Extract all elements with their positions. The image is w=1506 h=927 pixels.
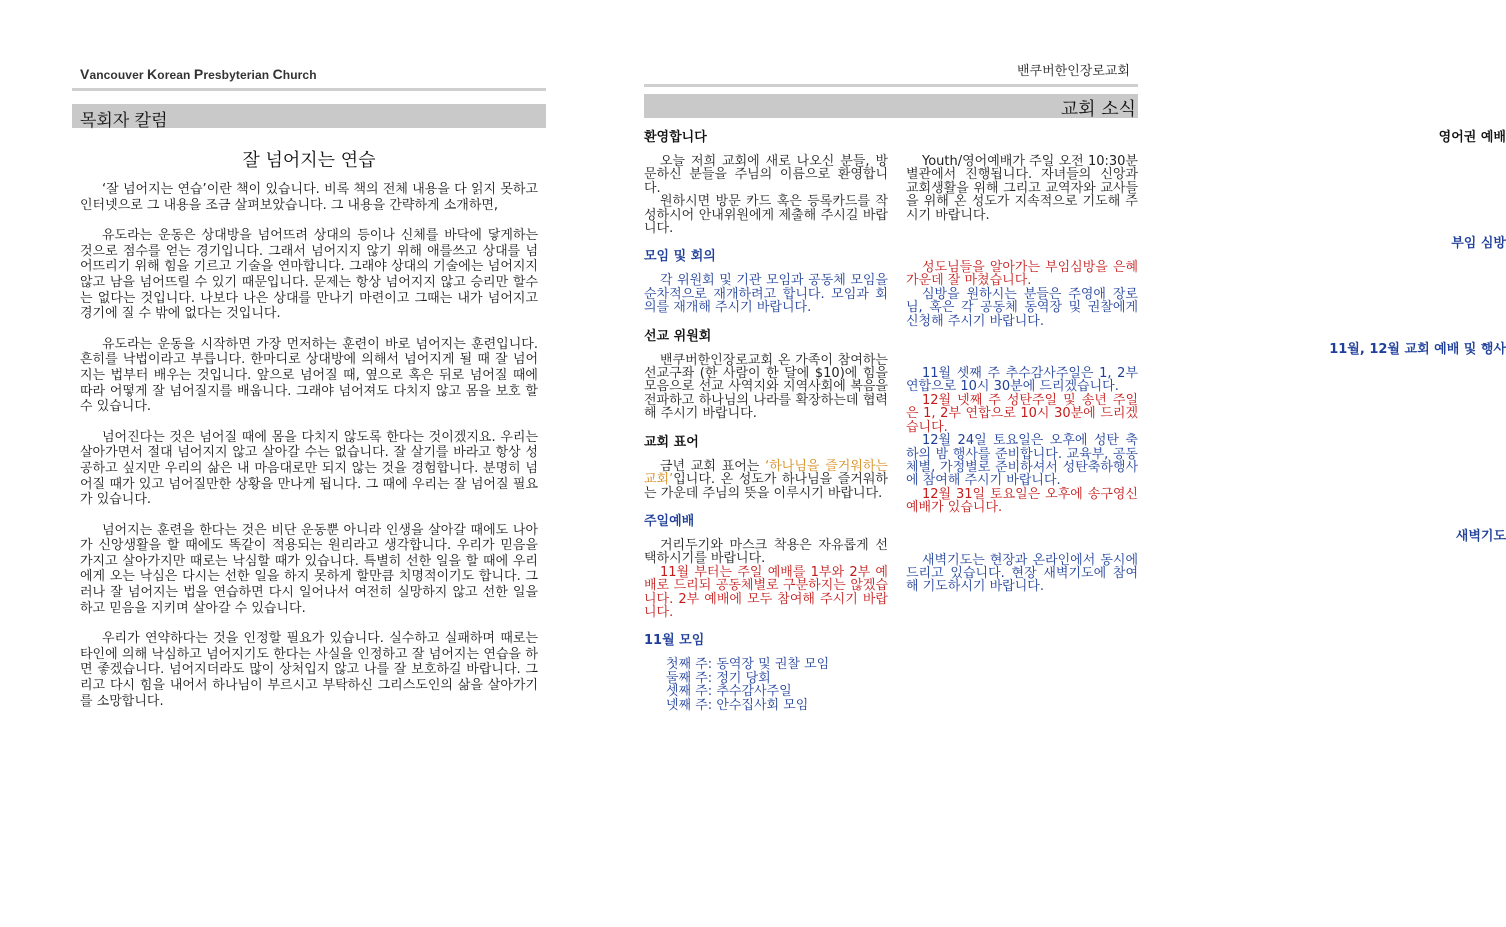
list-item: 셋째 주: 추수감사주일 [666,684,792,700]
article-title: 잘 넘어지는 연습 [242,150,376,171]
events-heading: 11월, 12월 교회 예배 및 행사 [1329,342,1506,358]
motto-text [644,460,888,500]
events-text: 11월 셋째 주 추수감사주일은 1, 2부 연합으로 10시 30분에 드리겠습니다. [906,366,1138,395]
church-name-korean: 밴쿠버한인장로교회 [1016,64,1130,79]
meetings-heading: 모임 및 회의 [644,249,716,265]
dawn-text: 새벽기도는 현장과 온라인에서 동시에 드리고 있습니다. 현장 새벽기도에 참여해 기도하시기 바랍니다. [906,552,1138,595]
mission-heading: 선교 위원회 [644,328,712,344]
welcome-heading: 환영합니다 [644,130,707,145]
meetings-section [644,249,888,314]
events-text: 12월 24일 토요일은 오후에 성탄 축하의 밤 행사를 준비합니다. 교육부, 공동체별, 가정별로 준비하셔서 성탄축하행사에 참여해 주시기 바랍니다. [906,433,1138,489]
welcome-text: 원하시면 방문 카드 혹은 등록카드를 작성하시어 안내위원에게 제출해 주시길 바랍니다. [644,194,888,237]
visitation-text: 심방을 원하시는 분들은 주영애 장로님, 혹은 각 공동체 동역장 및 권찰에게 신청해 주시기 바랍니다. [906,286,1138,329]
list-item: 첫째 주: 동역장 및 권찰 모임 [666,657,830,673]
section-band [644,94,1138,118]
events-text: 12월 31일 토요일은 오후에 송구영신예배가 있습니다. [906,486,1138,516]
church-name-letter: V [80,66,90,82]
visitation-heading: 부임 심방 [1451,236,1506,252]
english-heading: 영어권 예배 [1438,130,1506,145]
church-name-letter: K [147,66,158,82]
welcome-section [644,130,888,235]
motto-post: 입니다. 온 성도가 하나님을 즐거워하는 가운데 주님의 뜻을 이루시기 바랍니다. [644,472,888,501]
motto-heading: 교회 표어 [644,434,699,450]
november-heading: 11월 모임 [644,633,705,649]
motto-pre: 금년 교회 표어는 [660,458,766,474]
visitation-text: 성도님들을 알아가는 부임심방을 은혜 가운데 잘 마쳤습니다. [906,260,1138,289]
article-paragraph: 넘어진다는 것은 넘어질 때에 몸을 다치지 않도록 한다는 것이겠지요. 우리는 살아가면서 절대 넘어지지 않고 살아갈 수는 없습니다. 잘 살기를 바라고 항상 성공하고 싶지만 우리의 삶은 내 마음대로만 되지 않는 것을 경험합니다. 분명히 넘어질 때가 있고 넘어질만한 상황을 만나게 됩니다. 그 때에 우리는 잘 넘어질 필요가 있습니다. [80,429,538,508]
sunday-text-notice: 11월 부터는 주일 예배를 1부와 2부 예배로 드리되 공동체별로 구분하지는 않겠습니다. 2부 예배에 모두 참여해 주시기 바랍니다. [644,564,888,620]
section-label: 교회 소식 [1060,99,1136,120]
church-name-english [80,66,317,82]
motto-highlight: ‘하나님을 즐거워하는 교회’ [644,458,888,488]
visitation-section [906,236,1506,329]
english-service-section [906,130,1506,223]
sunday-service-section [644,514,888,619]
news-column-right [906,130,1506,608]
sunday-text: 거리두기와 마스크 착용은 자유롭게 선택하시기를 바랍니다. [644,537,888,567]
november-list [644,658,888,712]
meetings-text: 각 위원회 및 기관 모임과 공동체 모임을 순차적으로 재개하려고 합니다. 모임과 회의를 재개해 주시기 바랍니다. [644,273,888,316]
motto-section [644,435,888,500]
dawn-heading: 새벽기도 [1455,528,1506,544]
church-name-part: resbyterian [203,68,273,82]
church-name-part: ancouver [89,68,148,82]
section-band [72,104,546,131]
list-item: 둘째 주: 정기 당회 [666,670,771,686]
section-label: 목회자 칼럼 [80,111,168,131]
welcome-text: 오늘 저희 교회에 새로 나오신 분들, 방문하신 분들을 주님의 이름으로 환영합니다. [644,154,888,196]
header-rule [644,84,1138,87]
news-column-left [644,130,888,726]
sunday-heading: 주일예배 [644,513,695,529]
church-name-part: hurch [282,68,317,82]
left-page [0,0,600,927]
mission-section [644,329,888,421]
article-paragraph: 유도라는 운동은 상대방을 넘어뜨려 상대의 등이나 신체를 바닥에 닿게하는 것으로 점수를 얻는 경기입니다. 그래서 넘어지지 않기 위해 애를쓰고 상대를 넘어뜨리기 위해 힘을 기르고 기술을 연마합니다. 그래야 상대의 기술에는 넘어지지 않고 남을 넘어뜨릴 수 있기 때문입니다. 문제는 항상 넘어지지 않고 승리만 할수는 없다는 것입니다. 나보다 나은 상대를 만나기 마련이고 그때는 내가 넘어지고 경기에 질 수 밖에 없다는 것입니다. [80,228,538,322]
church-name-part: orean [157,68,194,82]
article-paragraph: ‘잘 넘어지는 연습’이란 책이 있습니다. 비록 책의 전체 내용을 다 읽지 못하고 인터넷으로 그 내용을 조금 살펴보았습니다. 그 내용을 간략하게 소개하면, [80,182,538,213]
list-item: 넷째 주: 안수집사회 모임 [666,697,809,713]
article-paragraph: 우리가 연약하다는 것을 인정할 필요가 있습니다. 실수하고 실패하며 때로는 타인에 의해 낙심하고 넘어지기도 한다는 사실을 인정하고 잘 넘어지는 연습을 하면 좋겠습니다. 넘어지더라도 많이 상처입지 않고 나를 잘 보호하길 바랍니다. 그리고 다시 힘을 내어서 하나님이 부르시고 부탁하신 그리스도인의 삶을 살아가기를 소망합니다. [80,631,538,709]
article-paragraph: 유도라는 운동을 시작하면 가장 먼저하는 훈련이 바로 넘어지는 훈련입니다. 흔히를 낙법이라고 부릅니다. 한마디로 상대방에 의해서 넘어지게 될 때 잘 넘어지는 법부터 배우는 것입니다. 앞으로 넘어질 때, 옆으로 혹은 뒤로 넘어질 때에 따라 어떻게 잘 넘어질지를 배웁니다. 그래야 넘어져도 다치지 않고 몸을 보호 할 수 있습니다. [80,336,538,415]
pastor-column-article [80,182,538,724]
church-name-letter: P [193,66,204,82]
article-paragraph: 넘어지는 훈련을 한다는 것은 비단 운동뿐 아니라 인생을 살아갈 때에도 나아가 신앙생활을 할 때에도 똑같이 적용되는 원리라고 생각합니다. 우리가 믿음을 가지고 살아가지만 때로는 낙심할 때가 있습니다. 특별히 선한 일을 할 때에 우리에게 오는 낙심은 다시는 선한 일을 하지 못하게 할만큼 치명적이기도 합니다. 그러나 잘 넘어지는 법을 연습하면 다시 일어나서 여전히 실망하지 않고 선한 일을 하고 믿음을 지키며 살아갈 수 있습니다. [80,522,538,616]
header-rule [72,88,546,91]
events-section [906,342,1506,516]
english-text: Youth/영어예배가 주일 오전 10:30분 별관에서 진행됩니다. 자녀들의 신앙과 교회생활을 위해 그리고 교역자와 교사들을 위해 온 성도가 지속적으로 기도해 주시기 바랍니다. [906,154,1138,223]
right-page [600,0,1506,927]
mission-text: 밴쿠버한인장로교회 온 가족이 참여하는 선교구좌 (한 사람이 한 달에 $10)에 힘을 모음으로 선교 사역지와 지역사회에 복음을 전파하고 하나님의 나라를 확장하는데 협력해 주시기 바랍니다. [644,352,888,422]
church-name-letter: C [272,66,283,82]
events-text: 12월 넷째 주 성탄주일 및 송년 주일은 1, 2부 연합으로 10시 30분에 드리겠습니다. [906,392,1138,435]
november-meetings-section [644,633,888,712]
dawn-prayer-section [906,528,1506,595]
